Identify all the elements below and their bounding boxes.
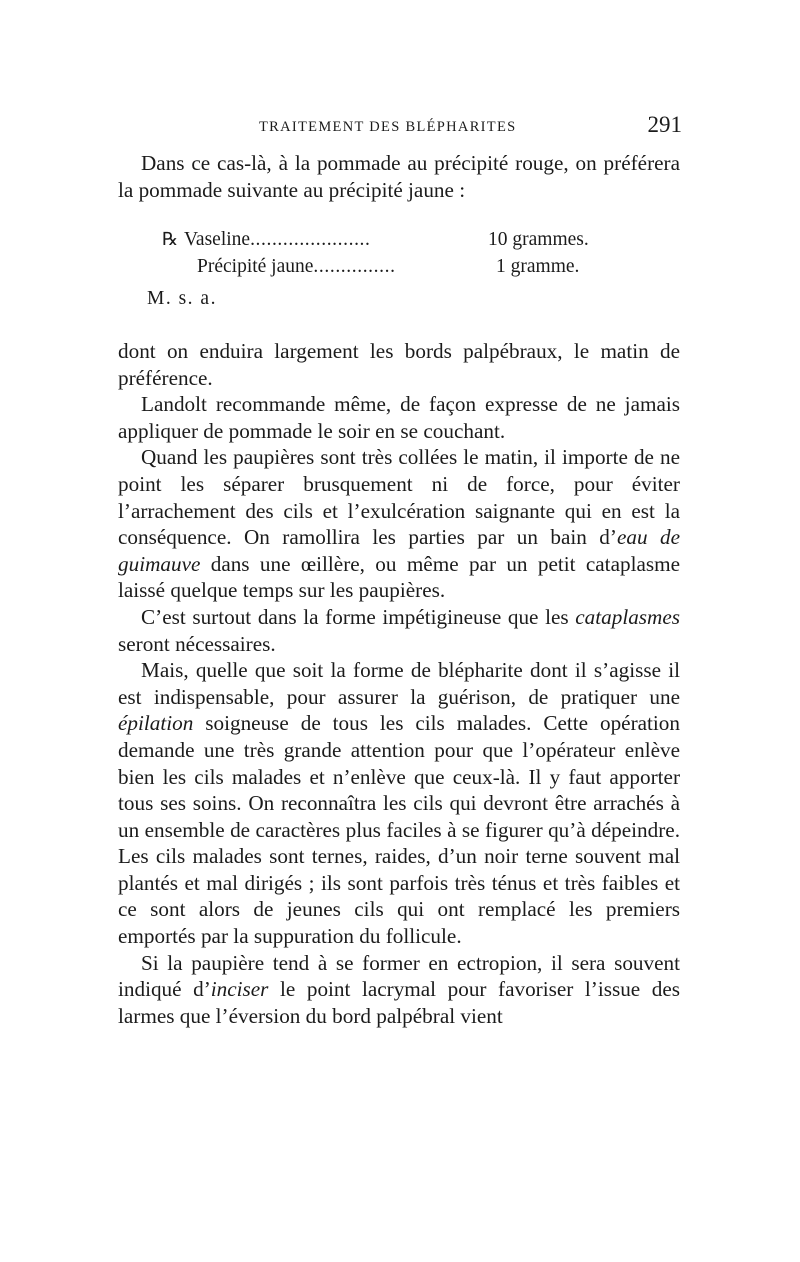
running-head: [118, 112, 686, 141]
italic-term: cataplasmes: [575, 604, 680, 629]
intro-paragraph: Dans ce cas-là, à la pommade au précipité rouge, on préférera la pommade suivante au précipité jaune :: [118, 151, 680, 202]
ingredient-quantity: 1 gramme.: [496, 256, 580, 277]
intro-block: [118, 150, 680, 203]
italic-term: eau de guimauve: [118, 525, 680, 576]
ingredient-line: [197, 256, 580, 282]
ingredient-line: [162, 229, 589, 255]
main-text: [118, 338, 680, 1029]
paragraph: Landolt recommande même, de façon expresse de ne jamais appliquer de pommade le soir en se couchant.: [118, 392, 680, 443]
paragraph: dont on enduira largement les bords palpébraux, le matin de préférence.: [118, 339, 680, 390]
paragraph: Mais, quelle que soit la forme de blépharite dont il s’agisse il est indispensable, pour assurer la guérison, de pratiquer une épilation soigneuse de tous les cils malades. Cette opération demande une très grande attention pour que l’opérateur enlève bien les cils malades et n’enlève que ceux-là. Il y faut apporter tous ses soins. On reconnaîtra les cils qui devront être arrachés à un ensemble de caractères plus faciles à se figurer qu’à dépeindre. Les cils malades sont ternes, raides, d’un noir terne souvent mal plantés et mal dirigés ; ils sont parfois très ténus et très faibles et ce sont alors de jeunes cils qui ont remplacé les premiers emportés par la suppuration du follicule.: [118, 658, 680, 949]
paragraph: Si la paupière tend à se former en ectropion, il sera souvent indiqué d’inciser le point lacrymal pour favoriser l’issue des larmes que l’éversion du bord palpébral vient: [118, 950, 680, 1028]
prescription-instruction: M. s. a.: [147, 288, 217, 309]
running-title: TRAITEMENT DES BLÉPHARITES: [259, 119, 517, 135]
ingredient-quantity: 10 grammes.: [488, 229, 589, 250]
leader-dots: ...............: [313, 256, 396, 277]
paragraph: Quand les paupières sont très collées le matin, il importe de ne point les séparer brusquement ni de force, pour éviter l’arrachement des cils et l’exulcération saignante qui en est la conséquence. On ramollira les parties par un bain d’eau de guimauve dans une œillère, ou même par un petit cataplasme laissé quelque temps sur les paupières.: [118, 445, 680, 603]
italic-term: inciser: [210, 977, 269, 1002]
recipe-symbol-icon: ℞: [162, 229, 179, 249]
italic-term: épilation: [118, 711, 194, 736]
page-number: 291: [647, 112, 682, 137]
ingredient-name: Vaseline: [184, 229, 251, 250]
paragraph: C’est surtout dans la forme impétigineuse que les cataplasmes seront nécessaires.: [118, 604, 680, 656]
leader-dots: ......................: [250, 229, 371, 250]
ingredient-name: Précipité jaune: [197, 256, 314, 277]
